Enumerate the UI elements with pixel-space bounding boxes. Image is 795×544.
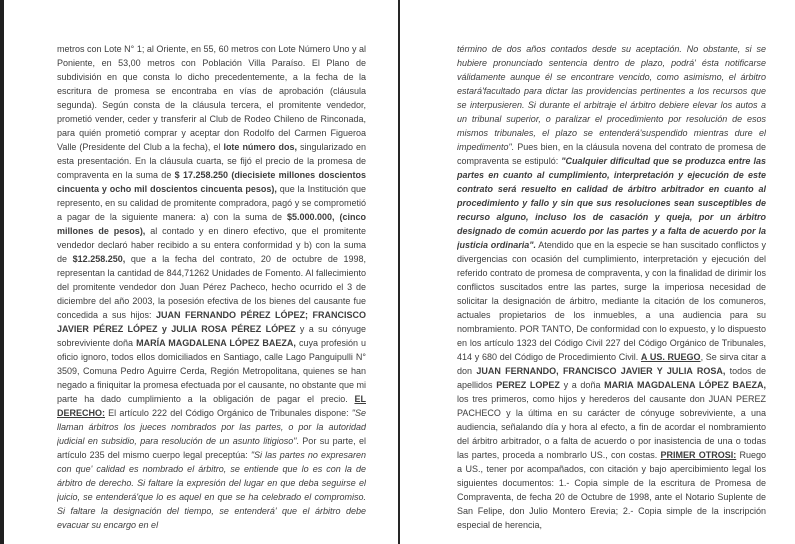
text-run: Ruego a US., tener por acompañados, con citación y bajo apercibimiento legal los siguientes documentos: 1.- Copia simple de la escritura de Promesa de Compraventa, de fecha 20 de Octubre de 1998, ante el Notario Suplente de San Felipe, don Julio Montero Erevia; 2.- Copia simple de la inscripción especial de herencia, — [457, 450, 766, 530]
text-run: "Cualquier dificultad que se produzca entre las partes en cuanto al cumplimiento, interpretación y ejecución de este contrato será resuelto en calidad de árbitro arbitrador en cuanto al procedimiento y fallo y sin que sus resoluciones sean susceptibles de recurso alguno, incluso los de casación y queja, por un árbitro designado de común acuerdo por las partes y a falta de acuerdo por la justicia ordinaria". — [457, 156, 766, 250]
text-run: "Si las partes no expresaren con que' calidad es nombrado el árbitro, se entiende que lo es con la de árbitro de derecho. Si faltare la expresión del lugar en que deba seguirse el juicio, se entenderá'que lo es aquel en que se ha celebrado el compromiso. Si faltare la designación del tiempo, se entenderá' que el árbitro debe evacuar su encargo en el — [57, 450, 366, 530]
page-left — [4, 0, 400, 544]
text-run: $12.258.250, — [72, 254, 126, 264]
text-run: Atendido que en la especie se han suscitado conflictos y divergencias con ocasión del cumplimiento, interpretación y ejecución del referido contrato de promesa de compraventa, y con la finalidad de dirimir los conflictos suscitados entre las partes, surge la imperiosa necesidad de solicitar la designación de árbitro, mediante la citación de los comuneros, actuales propietarios de los inmuebles, a una audiencia para su nombramiento. POR TANTO, De conformidad con lo expuesto, y lo dispuesto en los artículo 1323 del Código Civil 227 del Código Orgánico de Tribunales, 414 y 680 del Código de Procedimiento Civil. — [457, 240, 766, 362]
text-run: cuya profesión u oficio ignoro, todos ellos domiciliados en Santiago, calle Lago Panguipulli N° 3509, Comuna Pedro Aguirre Cerda, Región Metropolitana, quienes se han negado a finiquitar la promesa efectuada por el causante, no obstante que mi parte ha dado cumplimiento a la obligación de pagar el precio. — [57, 338, 366, 404]
text-run: y a doña — [559, 380, 605, 390]
text-run: EL DERECHO: — [57, 394, 366, 418]
text-run: "Se llaman árbitros los jueces nombrados por las partes, o por la autoridad judicial en subsidio, para resolución de un asunto litigioso" — [57, 408, 366, 446]
text-run: PRIMER OTROSI: — [660, 450, 737, 460]
text-run: los tres primeros, como hijos y herederos del causante don JUAN PEREZ PACHECO y la última en su carácter de cónyuge sobreviviente, a una audiencia, señalando día y hora al efecto, a fin de acordar el nombramiento del árbitro arbitrador, o a falta de acuerdo o por inasistencia de una o todas las partes, proceda a nombrarlo US., con costas. — [457, 394, 766, 460]
text-run: El artículo 222 del Código Orgánico de Tribunales dispone: — [105, 408, 352, 418]
text-run: MARIA MAGDALENA LÓPEZ BAEZA, — [604, 380, 766, 390]
text-run: al contado y en dinero efectivo, que el promitente vendedor declaró haber recibido a su entera conformidad y b) con la suma de — [57, 226, 366, 264]
text-run: A US. RUEGO — [640, 352, 701, 362]
text-run: Pues bien, en la cláusula novena del contrato de promesa de compraventa se estipuló: — [457, 142, 766, 166]
text-run: JUAN FERNANDO PÉREZ LÓPEZ; FRANCISCO JAVIER PÉREZ LÓPEZ y JULIA ROSA PÉREZ LÓPEZ — [57, 310, 366, 334]
text-run: JUAN FERNANDO, FRANCISCO JAVIER Y JULIA ROSA, — [476, 366, 726, 376]
text-run: $ 17.258.250 (diecisiete millones doscientos cincuenta y ocho mil doscientos cincuenta pesos), — [57, 170, 366, 194]
text-run: lote número dos, — [223, 142, 297, 152]
text-run: metros con Lote N° 1; al Oriente, en 55, 60 metros con Lote Número Uno y al Poniente, en 53,00 metros con Población Villa Paraíso. El Plano de subdivisión en que consta lo dicho precedentemente, a la fecha de la escritura de promesa se encontraba en vías de aprobación (cláusula segunda). Según consta de la cláusula tercera, el promitente vendedor, prometió vender, ceder y transferir al Club de Rodeo Chileno de Rinconada, para quién prometió comprar y aceptar don Rodolfo del Carmen Figueroa Valle (Presidente del Club a la fecha), el — [57, 44, 366, 152]
text-run: todos de apellidos — [457, 366, 766, 390]
text-run: . Por su parte, el artículo 235 del mismo cuerpo legal preceptúa: — [57, 436, 366, 460]
text-run: MARÍA MAGDALENA LÓPEZ BAEZA, — [136, 338, 296, 348]
text-run: término de dos años contados desde su aceptación. No obstante, si se hubiere pronunciado sentencia dentro de plazo, podrá' ésta notificarse válidamente aunque él se encontrare vencido, como asimismo, el árbitro estará'facultado para dictar las providencias pertinentes a los recursos que se interpusieren. Si durante el arbitraje el árbitro debiere elevar los autos a un tribunal superior, o paralizar el procedimiento por resolución de esos mismos tribunales, el plazo se entenderá'suspendido mientras dure el impedimento". — [457, 44, 766, 152]
text-run: , Se sirva citar a don — [457, 352, 766, 376]
page-left-body-text — [57, 42, 366, 534]
text-run: singularizado en esta presentación. En la cláusula cuarta, se fijó el precio de la promesa de compraventa en la suma de — [57, 142, 366, 180]
page-right-body-text — [457, 42, 766, 534]
text-run: que la Institución que represento, en su calidad de promitente compradora, pagó y se comprometió a pagar de la siguiente manera: a) con la suma de — [57, 184, 366, 222]
text-run: que a la fecha del contrato, 20 de octubre de 1998, representan la cantidad de 844,71262 Unidades de Fomento. Al fallecimiento del promitente vendedor don Juan Pérez Pacheco, hecho ocurrido el 3 de diciembre del año 2003, la posesión efectiva de los bienes del causante fue concedida a sus hijos: — [57, 254, 366, 320]
text-run: PEREZ LOPEZ — [496, 380, 560, 390]
text-run: y a su cónyuge sobreviviente doña — [57, 324, 366, 348]
text-run: $5.000.000, (cinco millones de pesos), — [57, 212, 366, 236]
page-right — [400, 0, 795, 544]
